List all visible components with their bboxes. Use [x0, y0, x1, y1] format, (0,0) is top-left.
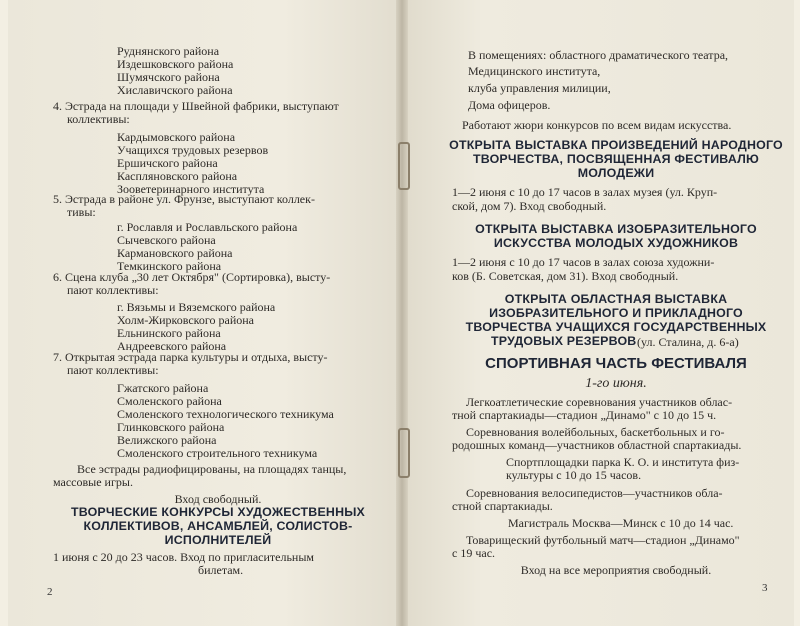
district-line: Учащихся трудовых резервов	[117, 143, 269, 157]
district-line: Шумячского района	[117, 70, 220, 84]
district-line: Хиславичского района	[117, 83, 233, 97]
district-line: Каспляновского района	[117, 169, 238, 183]
binding-stitch-bottom	[398, 428, 410, 478]
sport-item: Товарищеский футбольный матч—стадион „Динамо"	[466, 533, 740, 547]
district-line: Ершичского района	[117, 156, 218, 170]
item-7-title: 7. Открытая эстрада парка культуры и отдыха, высту-	[53, 350, 328, 364]
radio-note-cont: массовые игры.	[53, 475, 133, 489]
exhibition-3-address: (ул. Сталина, д. 6-а)	[637, 335, 739, 349]
exhibition-3-heading: ТВОРЧЕСТВА УЧАЩИХСЯ ГОСУДАРСТВЕННЫХ	[465, 320, 767, 334]
district-line: Смоленского технологического техникума	[117, 407, 334, 421]
exhibition-1-heading: ТВОРЧЕСТВА, ПОСВЯЩЕННАЯ ФЕСТИВАЛЮ	[472, 152, 760, 166]
district-line: Ельнинского района	[117, 326, 221, 340]
book-gutter	[396, 0, 408, 626]
district-line: Гжатского района	[117, 381, 209, 395]
contests-heading: ТВОРЧЕСКИЕ КОНКУРСЫ ХУДОЖЕСТВЕННЫХ	[70, 505, 366, 519]
item-7-title-cont: пают коллективы:	[67, 363, 159, 377]
exhibition-2-text: 1—2 июня с 10 до 17 часов в залах союза художни-	[452, 255, 715, 269]
sport-item: стной спартакиады.	[452, 499, 553, 513]
sport-item: культуры с 10 до 15 часов.	[506, 468, 642, 482]
sport-item: Магистраль Москва—Минск с 10 до 14 час.	[508, 516, 734, 530]
sport-item: Легкоатлетические соревнования участников облас-	[466, 395, 733, 409]
district-line: г. Вязьмы и Вяземского района	[117, 300, 276, 314]
sport-item: с 19 час.	[452, 546, 496, 560]
radio-note: Все эстрады радиофицированы, на площадях танцы,	[77, 462, 347, 476]
page-number-right: 3	[762, 582, 768, 594]
venue-line: Дома офицеров.	[468, 98, 551, 112]
exhibition-1-text: 1—2 июня с 10 до 17 часов в залах музея (ул. Круп-	[452, 185, 718, 199]
district-line: Издешковского района	[117, 57, 234, 71]
binding-stitch-top	[398, 142, 410, 190]
free-entry: Вход свободный.	[174, 492, 262, 506]
exhibition-2-heading: ИСКУССТВА МОЛОДЫХ ХУДОЖНИКОВ	[493, 236, 739, 250]
district-line: Руднянского района	[117, 44, 220, 58]
district-line: Кардымовского района	[117, 130, 236, 144]
item-5-title: 5. Эстрада в районе ул. Фрунзе, выступают коллек-	[53, 192, 315, 206]
venue-line: В помещениях: областного драматического театра,	[468, 48, 729, 62]
exhibition-3-heading: ИЗОБРАЗИТЕЛЬНОГО И ПРИКЛАДНОГО	[489, 306, 743, 320]
sport-heading: СПОРТИВНАЯ ЧАСТЬ ФЕСТИВАЛЯ	[485, 355, 747, 372]
district-line: Кармановского района	[117, 246, 233, 260]
item-6-title-cont: пают коллективы:	[67, 283, 159, 297]
exhibition-1-heading: МОЛОДЕЖИ	[577, 166, 655, 180]
item-6-title: 6. Сцена клуба „30 лет Октября" (Сортировка), высту-	[53, 270, 331, 284]
contests-heading: ИСПОЛНИТЕЛЕЙ	[164, 533, 272, 547]
district-line: Смоленского района	[117, 394, 222, 408]
district-line: Зооветеринарного института	[117, 182, 265, 196]
item-4-title: 4. Эстрада на площади у Швейной фабрики, выступают	[53, 99, 339, 113]
sport-item: Спортплощадки парка К. О. и института физ-	[506, 455, 740, 469]
district-line: Темкинского района	[117, 259, 222, 273]
jury-note: Работают жюри конкурсов по всем видам искусства.	[462, 118, 732, 132]
exhibition-2-heading: ОТКРЫТА ВЫСТАВКА ИЗОБРАЗИТЕЛЬНОГО	[475, 222, 757, 236]
contests-text-cont: билетам.	[198, 563, 244, 577]
item-4-title-cont: коллективы:	[67, 112, 130, 126]
exhibition-3-heading: ТРУДОВЫХ РЕЗЕРВОВ	[491, 334, 637, 348]
district-line: Андреевского района	[117, 339, 227, 353]
contests-text: 1 июня с 20 до 23 часов. Вход по пригласительным	[53, 550, 315, 564]
exhibition-1-heading: ОТКРЫТА ВЫСТАВКА ПРОИЗВЕДЕНИЙ НАРОДНОГО	[449, 138, 783, 152]
district-line: Велижского района	[117, 433, 217, 447]
venue-line: клуба управления милиции,	[468, 81, 611, 95]
exhibition-1-text: ской, дом 7). Вход свободный.	[452, 199, 607, 213]
exhibition-3-heading: ОТКРЫТА ОБЛАСТНАЯ ВЫСТАВКА	[504, 292, 728, 306]
sport-item: Соревнования велосипедистов—участников обла-	[466, 486, 723, 500]
all-events-free: Вход на все мероприятия свободный.	[520, 563, 712, 577]
district-line: Холм-Жирковского района	[117, 313, 254, 327]
sport-item: Соревнования волейбольных, баскетбольных и го-	[466, 425, 725, 439]
venue-line: Медицинского института,	[468, 64, 601, 78]
district-line: г. Рославля и Рославльского района	[117, 220, 298, 234]
sport-item: родошных команд—участников областной спартакиады.	[452, 438, 742, 452]
contests-heading: КОЛЛЕКТИВОВ, АНСАМБЛЕЙ, СОЛИСТОВ-	[83, 519, 353, 533]
page-number-left: 2	[47, 586, 53, 598]
district-line: Глинковского района	[117, 420, 225, 434]
district-line: Смоленского строительного техникума	[117, 446, 318, 460]
sport-date: 1-го июня.	[585, 376, 647, 391]
item-5-title-cont: тивы:	[67, 205, 96, 219]
district-line: Сычевского района	[117, 233, 216, 247]
exhibition-2-text: ков (Б. Советская, дом 31). Вход свободный.	[452, 269, 679, 283]
sport-item: тной спартакиады—стадион „Динамо" с 10 до 15 ч.	[452, 408, 717, 422]
